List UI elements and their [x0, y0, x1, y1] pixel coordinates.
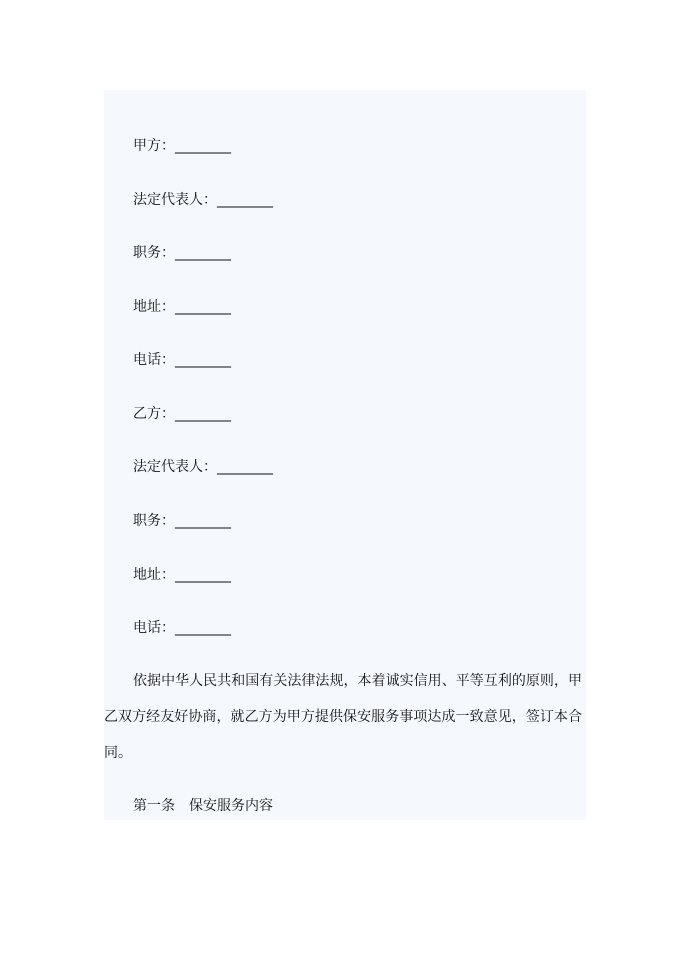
party-b-representative: 法定代表人：________ [133, 459, 273, 475]
party-b-address: 地址：________ [133, 567, 231, 583]
article-1-heading: 第一条 保安服务内容 [133, 798, 273, 814]
party-a-address: 地址：________ [133, 299, 231, 315]
party-a-phone: 电话：________ [133, 352, 231, 368]
party-a-position: 职务：________ [133, 245, 231, 261]
party-a-representative: 法定代表人：________ [133, 192, 273, 208]
party-b-name: 乙方：________ [133, 406, 231, 422]
party-b-phone: 电话：________ [133, 620, 231, 636]
party-b-position: 职务：________ [133, 513, 231, 529]
party-a-name: 甲方：________ [133, 138, 231, 154]
intro-paragraph: 依据中华人民共和国有关法律法规，本着诚实信用、平等互利的原则，甲乙双方经友好协商，就乙方为甲方提供保安服务事项达成一致意见，签订本合同。 [104, 673, 582, 761]
